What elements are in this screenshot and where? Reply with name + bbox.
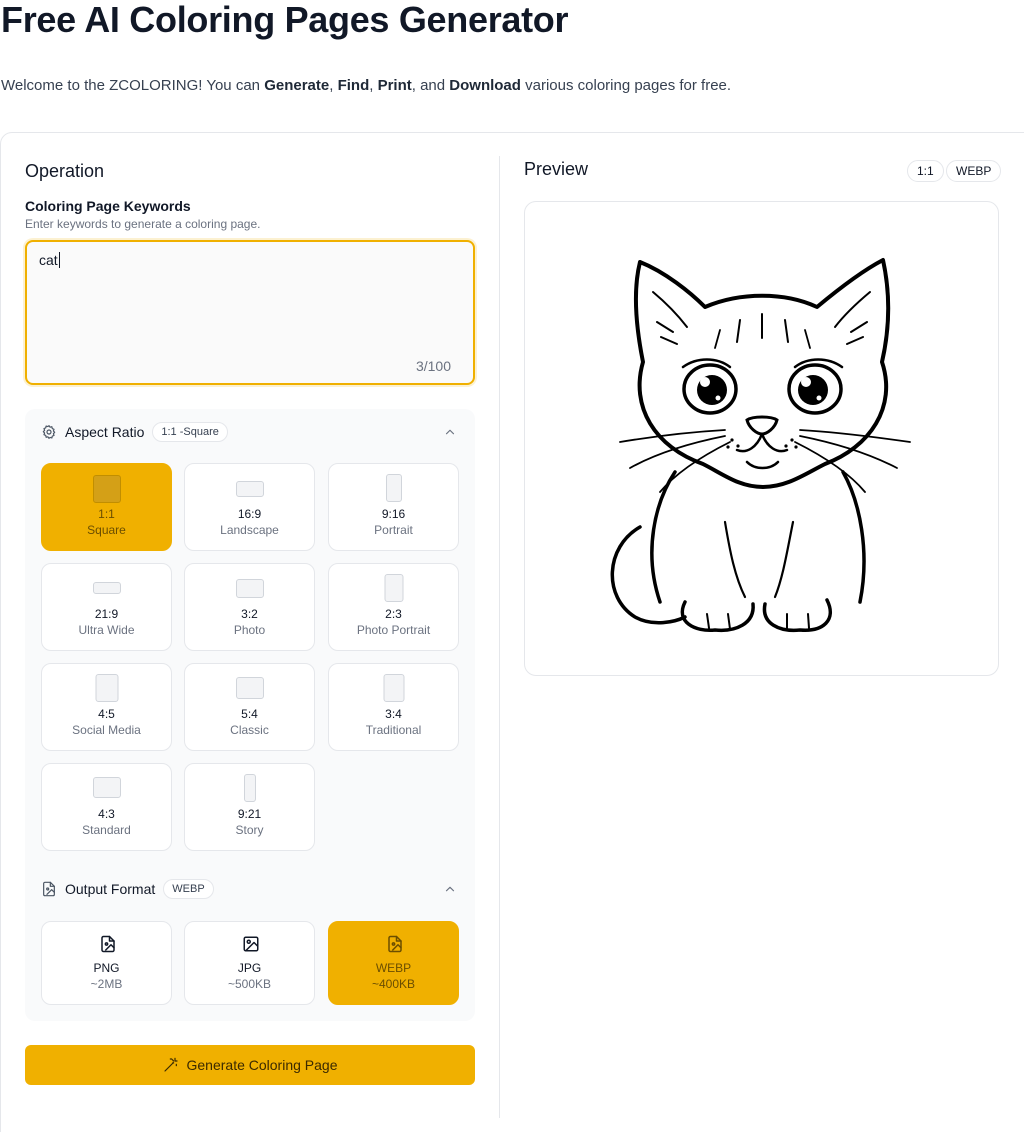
ratio-option-9-21[interactable] bbox=[184, 763, 315, 851]
ultra-wide-shape-icon bbox=[93, 582, 121, 594]
aspect-ratio-header[interactable] bbox=[41, 421, 228, 443]
keywords-value bbox=[39, 252, 60, 268]
column-divider bbox=[499, 156, 500, 1118]
intro-download: Download bbox=[449, 77, 521, 94]
image-icon bbox=[242, 935, 260, 953]
ratio-name: Photo Portrait bbox=[356, 623, 431, 637]
ratio-option-3-2[interactable] bbox=[184, 563, 315, 651]
ratio-name: Standard bbox=[82, 823, 131, 837]
ratio-option-4-3[interactable] bbox=[41, 763, 172, 851]
output-format-header[interactable] bbox=[41, 878, 214, 900]
portrait-shape-icon bbox=[386, 474, 402, 502]
intro-suffix: various coloring pages for free. bbox=[520, 77, 732, 94]
preview-ratio-badge: 1:1 bbox=[907, 160, 944, 182]
file-image-icon bbox=[386, 935, 404, 953]
format-option-jpg[interactable] bbox=[184, 921, 315, 1005]
keywords-input[interactable] bbox=[25, 240, 475, 385]
ratio-name: Square bbox=[87, 523, 126, 537]
ratio-option-5-4[interactable] bbox=[184, 663, 315, 751]
aspect-ratio-label: Aspect Ratio bbox=[65, 424, 145, 440]
ratio-option-2-3[interactable] bbox=[328, 563, 459, 651]
chevron-up-icon[interactable] bbox=[443, 425, 457, 439]
preview-image-frame bbox=[524, 201, 999, 676]
page-title: Free AI Coloring Pages Generator bbox=[1, 0, 569, 40]
options-panel bbox=[25, 409, 475, 1021]
ratio-option-9-16[interactable] bbox=[328, 463, 459, 551]
photo-shape-icon bbox=[236, 579, 264, 598]
intro-prefix: Welcome to the ZCOLORING! You can bbox=[1, 77, 265, 94]
square-shape-icon bbox=[93, 475, 121, 503]
ratio-value: 3:4 bbox=[385, 707, 402, 721]
ratio-option-3-4[interactable] bbox=[328, 663, 459, 751]
ratio-value: 4:3 bbox=[98, 807, 115, 821]
ratio-value: 5:4 bbox=[241, 707, 258, 721]
format-option-webp[interactable] bbox=[328, 921, 459, 1005]
keywords-label: Coloring Page Keywords bbox=[25, 198, 191, 214]
landscape-shape-icon bbox=[236, 481, 264, 497]
file-image-icon bbox=[41, 881, 57, 897]
keywords-text: cat bbox=[39, 252, 58, 268]
ratio-name: Photo bbox=[233, 623, 266, 637]
chevron-up-icon[interactable] bbox=[443, 882, 457, 896]
format-size: ~400KB bbox=[371, 977, 416, 991]
ratio-value: 21:9 bbox=[94, 607, 119, 621]
intro-text bbox=[1, 76, 731, 96]
gear-icon bbox=[41, 424, 57, 440]
ratio-value: 2:3 bbox=[385, 607, 402, 621]
ratio-value: 4:5 bbox=[98, 707, 115, 721]
ratio-option-4-5[interactable] bbox=[41, 663, 172, 751]
ratio-value: 9:21 bbox=[237, 807, 262, 821]
ratio-name: Social Media bbox=[72, 723, 141, 737]
intro-sep3: , and bbox=[411, 77, 450, 94]
format-name: JPG bbox=[237, 961, 262, 975]
format-option-png[interactable] bbox=[41, 921, 172, 1005]
ratio-name: Traditional bbox=[365, 723, 422, 737]
ratio-name: Ultra Wide bbox=[78, 623, 135, 637]
keywords-help: Enter keywords to generate a coloring page. bbox=[25, 217, 261, 231]
standard-shape-icon bbox=[93, 777, 121, 798]
intro-print: Print bbox=[377, 77, 412, 94]
classic-shape-icon bbox=[236, 677, 264, 699]
intro-sep1: , bbox=[329, 77, 338, 94]
output-format-badge: WEBP bbox=[163, 879, 213, 899]
ratio-name: Story bbox=[235, 823, 264, 837]
preview-format-badge: WEBP bbox=[946, 160, 1001, 182]
ratio-name: Portrait bbox=[374, 523, 413, 537]
cat-coloring-page-image bbox=[525, 202, 999, 676]
generate-button[interactable] bbox=[25, 1045, 475, 1085]
ratio-name: Classic bbox=[230, 723, 269, 737]
output-format-label: Output Format bbox=[65, 881, 156, 897]
aspect-ratio-badge: 1:1 -Square bbox=[152, 422, 227, 442]
format-size: ~2MB bbox=[90, 977, 123, 991]
char-counter: 3/100 bbox=[415, 358, 451, 374]
intro-sep2: , bbox=[369, 77, 378, 94]
ratio-option-16-9[interactable] bbox=[184, 463, 315, 551]
ratio-value: 3:2 bbox=[241, 607, 258, 621]
social-media-shape-icon bbox=[95, 674, 118, 702]
magic-wand-icon bbox=[163, 1057, 179, 1073]
ratio-value: 16:9 bbox=[237, 507, 262, 521]
ratio-option-1-1[interactable] bbox=[41, 463, 172, 551]
format-name: WEBP bbox=[375, 961, 412, 975]
intro-generate: Generate bbox=[264, 77, 330, 94]
format-size: ~500KB bbox=[227, 977, 272, 991]
ratio-option-21-9[interactable] bbox=[41, 563, 172, 651]
file-image-icon bbox=[99, 935, 117, 953]
intro-find: Find bbox=[337, 77, 370, 94]
ratio-value: 1:1 bbox=[98, 507, 115, 521]
ratio-name: Landscape bbox=[220, 523, 279, 537]
photo-portrait-shape-icon bbox=[384, 574, 403, 602]
operation-title: Operation bbox=[25, 161, 105, 181]
traditional-shape-icon bbox=[383, 674, 404, 702]
story-shape-icon bbox=[244, 774, 256, 802]
format-name: PNG bbox=[93, 961, 120, 975]
text-caret bbox=[59, 252, 60, 268]
preview-title: Preview bbox=[524, 159, 589, 179]
generate-button-label: Generate Coloring Page bbox=[186, 1057, 338, 1073]
ratio-value: 9:16 bbox=[381, 507, 406, 521]
